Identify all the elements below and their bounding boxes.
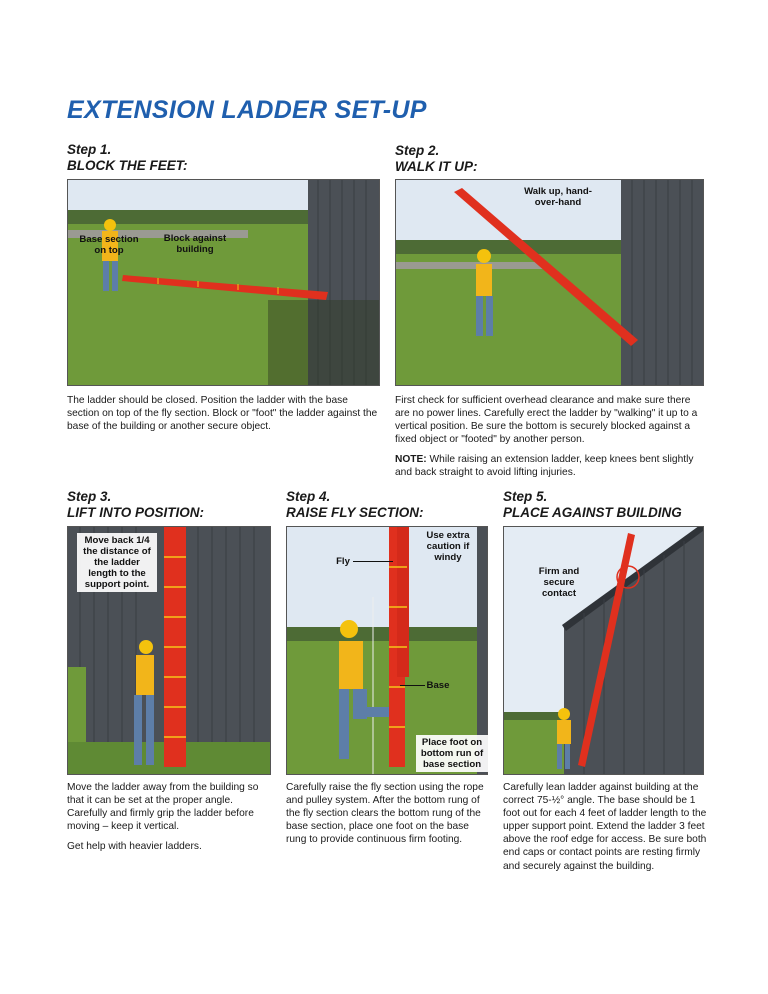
step-4-fly-leader-line [353, 561, 393, 562]
step-5-number: Step 5. [503, 489, 548, 504]
step-4-base-leader-line [400, 685, 425, 686]
step-1-title: BLOCK THE FEET: [67, 158, 188, 173]
step-4-callout-windy: Use extra caution if windy [426, 530, 470, 563]
step-4-paragraph: Carefully raise the fly section using the rope and pulley system. After the bottom rung of the fly section clears the bottom rung of the base section, place one foot on the base rung to provide continuous firm footing. [286, 782, 484, 846]
step-1-callout-base: Base section on top [79, 234, 139, 256]
step-4-title: RAISE FLY SECTION: [286, 505, 424, 520]
step-4-heading [286, 489, 424, 521]
step-4-callout-fly: Fly [336, 556, 350, 567]
step-2-heading [395, 143, 478, 175]
step-4-callout-base: Base [426, 680, 450, 691]
step-4-callout-foot: Place foot on bottom run of base section [416, 735, 488, 772]
step-5-photo [503, 526, 704, 775]
step-3-paragraph: Move the ladder away from the building so that it can be set at the proper angle. Carefully and firmly grip the ladder before moving – keep it vertical. [67, 782, 259, 833]
step-4-number: Step 4. [286, 489, 331, 504]
step-5-paragraph: Carefully lean ladder against building at the correct 75-½° angle. The base should be 1 foot out for each 4 feet of ladder length to the upper support point. Extend the ladder 3 feet above the roof edge for access. Be sure both end caps or contact points are resting firmly and securely against the building. [503, 782, 707, 872]
step-3-number: Step 3. [67, 489, 112, 504]
step-5-heading [503, 489, 682, 521]
note-label: NOTE: [395, 454, 427, 465]
step-1-heading [67, 142, 188, 174]
step-2-note [395, 453, 705, 479]
step-1-number: Step 1. [67, 142, 112, 157]
step-3-callout-move-back: Move back 1/4 the distance of the ladder length to the support point. [77, 533, 157, 592]
page-title: EXTENSION LADDER SET-UP [67, 96, 427, 124]
step-2-number: Step 2. [395, 143, 440, 158]
step-2-title: WALK IT UP: [395, 159, 478, 174]
step-1-photo [67, 179, 380, 386]
step-1-paragraph: The ladder should be closed. Position the ladder with the base section on top of the fly section. Block or "foot" the ladder against the base of the building or another secure object. [67, 395, 378, 433]
step-3-heading [67, 489, 204, 521]
step-1-callout-block: Block against building [163, 233, 227, 255]
step-2-photo [395, 179, 704, 386]
step-2-callout-walk: Walk up, hand-over-hand [524, 186, 592, 208]
step-3-title: LIFT INTO POSITION: [67, 505, 204, 520]
step-5-title: PLACE AGAINST BUILDING [503, 505, 682, 520]
step-3-paragraph-2: Get help with heavier ladders. [67, 841, 202, 852]
note-text: While raising an extension ladder, keep knees bent slightly and back straight to avoid lifting injuries. [395, 454, 694, 479]
step-2-paragraph: First check for sufficient overhead clearance and make sure there are no power lines. Carefully erect the ladder by "walking" it up to a vertical position. Be sure the bottom is securely blocked against a fixed object or "footed" by another person. [395, 395, 698, 446]
step-5-callout-contact: Firm and secure contact [538, 566, 580, 599]
